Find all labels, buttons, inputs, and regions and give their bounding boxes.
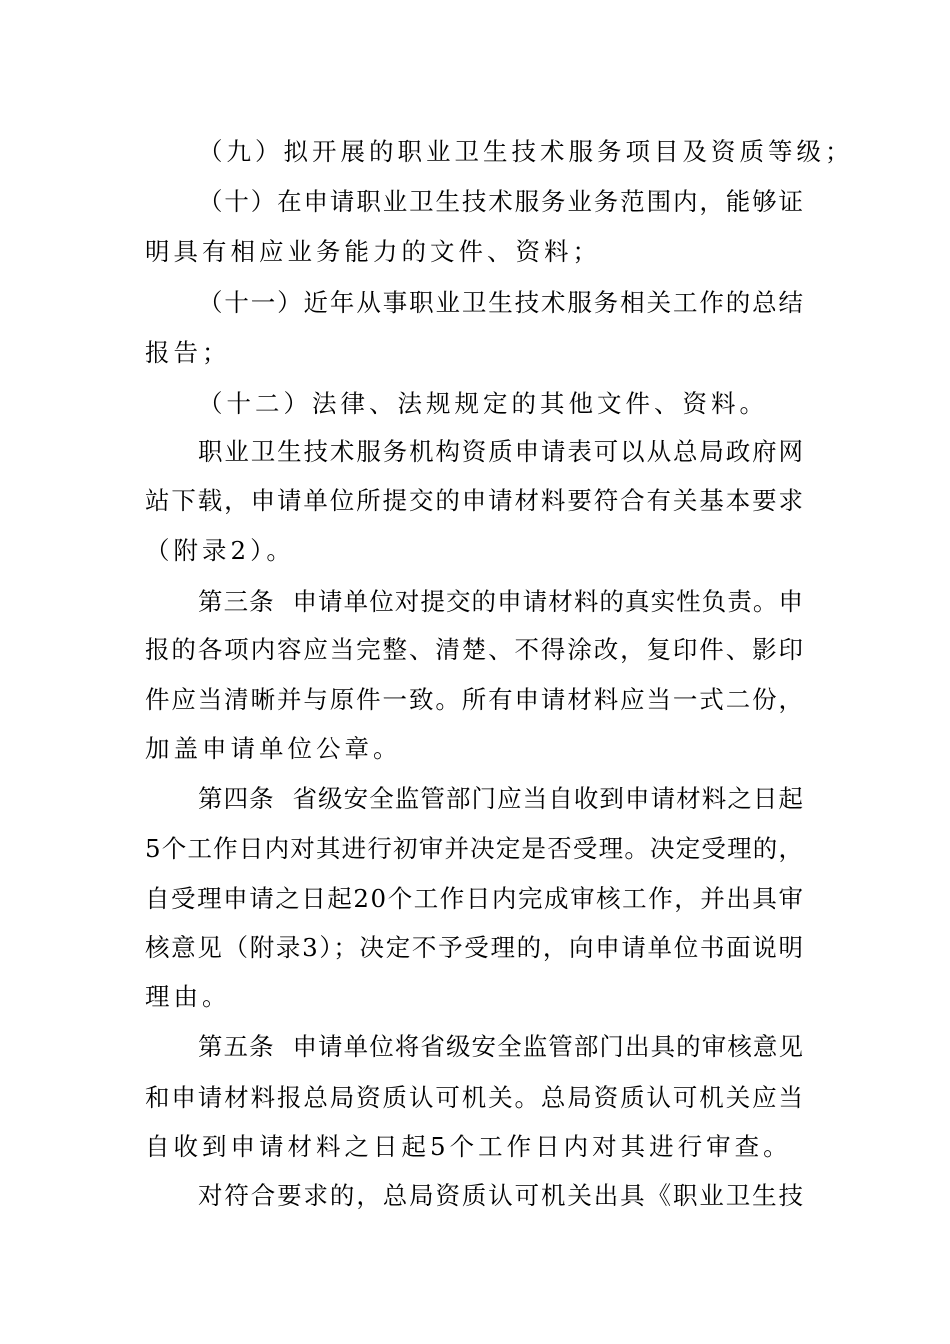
text-line: [0, 1127, 950, 1167]
line-text: 职业卫生技术服务机构资质申请表可以从总局政府网: [198, 437, 805, 466]
line-text: 站下载，申请单位所提交的申请材料要符合有关基本要求: [145, 486, 805, 515]
line-text: （九）拟开展的职业卫生技术服务项目及资质等级；: [198, 137, 854, 166]
text-line: [0, 879, 950, 919]
text-line: [0, 283, 950, 323]
line-text: 理由。: [145, 982, 231, 1011]
line-text: 和申请材料报总局资质认可机关。总局资质认可机关应当: [145, 1083, 805, 1112]
text-line: [0, 928, 950, 968]
text-line: [0, 729, 950, 769]
text-line: [0, 531, 950, 571]
line-text: 核意见（附录3）；决定不予受理的，向申请单位书面说明: [145, 933, 805, 962]
text-line: [0, 977, 950, 1017]
text-line: [0, 182, 950, 222]
line-text: （附录2）。: [145, 536, 295, 565]
text-line: [0, 1078, 950, 1118]
text-line: [0, 384, 950, 424]
text-line: [0, 132, 950, 172]
line-text: 报的各项内容应当完整、清楚、不得涂改，复印件、影印: [145, 635, 805, 664]
line-text: 件应当清晰并与原件一致。所有申请材料应当一式二份，: [145, 685, 805, 714]
line-text: 自受理申请之日起20个工作日内完成审核工作，并出具审: [145, 884, 805, 913]
text-line: [0, 779, 950, 819]
line-text: （十）在申请职业卫生技术服务业务范围内，能够证: [198, 187, 805, 216]
line-text: 明具有相应业务能力的文件、资料；: [145, 237, 601, 266]
line-text: 第五条 申请单位将省级安全监管部门出具的审核意见: [198, 1032, 805, 1061]
text-line: [0, 232, 950, 272]
line-text: 第四条 省级安全监管部门应当自收到申请材料之日起: [198, 784, 805, 813]
line-text: （十二）法律、法规规定的其他文件、资料。: [198, 389, 768, 418]
line-text: 对符合要求的，总局资质认可机关出具《职业卫生技: [198, 1181, 805, 1210]
text-line: [0, 829, 950, 869]
text-line: [0, 1027, 950, 1067]
text-line: [0, 432, 950, 472]
line-text: 第三条 申请单位对提交的申请材料的真实性负责。申: [198, 587, 805, 616]
line-text: 自收到申请材料之日起5个工作日内对其进行审查。: [145, 1132, 792, 1161]
line-text: （十一）近年从事职业卫生技术服务相关工作的总结: [198, 288, 805, 317]
text-line: [0, 333, 950, 373]
line-text: 5个工作日内对其进行初审并决定是否受理。决定受理的，: [145, 834, 805, 863]
line-text: 加盖申请单位公章。: [145, 734, 402, 763]
text-line: [0, 680, 950, 720]
text-line: [0, 630, 950, 670]
text-line: [0, 481, 950, 521]
line-text: 报告；: [145, 338, 231, 367]
text-line: [0, 1176, 950, 1216]
text-line: [0, 582, 950, 622]
